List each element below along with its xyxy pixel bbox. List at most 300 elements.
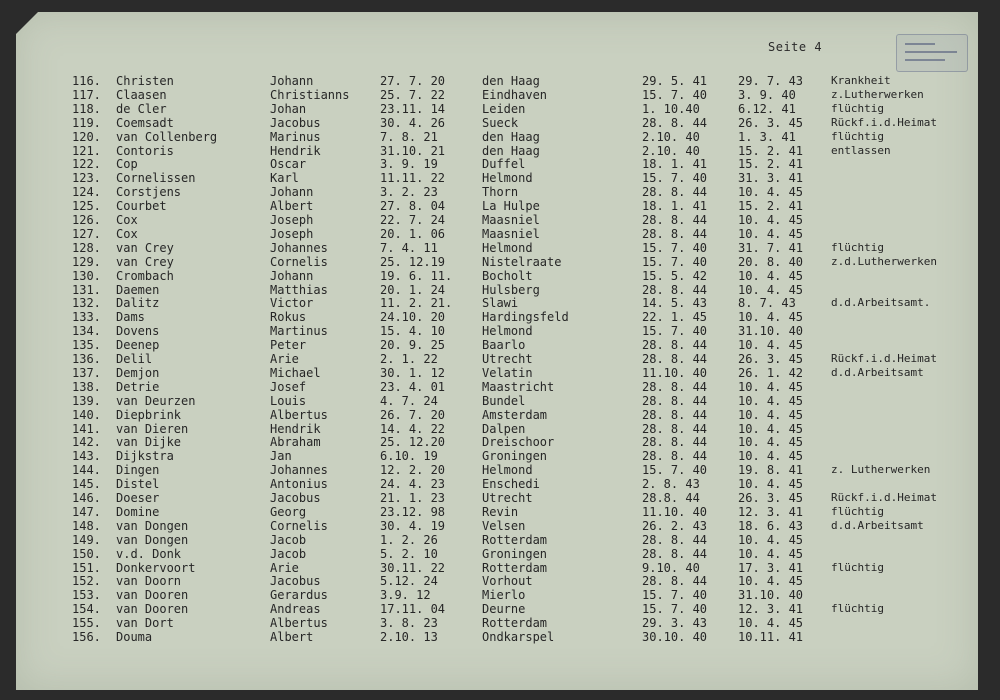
birth-place: den Haag xyxy=(482,143,540,158)
surname: Dijkstra xyxy=(116,449,174,464)
surname: Coemsadt xyxy=(116,115,174,130)
birth-date: 20. 1. 24 xyxy=(380,282,446,297)
surname: Demjon xyxy=(116,365,160,380)
surname: Distel xyxy=(116,477,160,492)
register-row xyxy=(16,574,976,588)
first-name: Gerardus xyxy=(270,588,328,603)
birth-place: Velsen xyxy=(482,518,526,533)
first-name: Matthias xyxy=(270,282,328,297)
first-name: Christianns xyxy=(270,87,350,102)
surname: Claasen xyxy=(116,87,167,102)
entry-date: 18. 1. 41 xyxy=(642,157,708,172)
surname: Douma xyxy=(116,630,153,644)
first-name: Johannes xyxy=(270,463,328,478)
entry-date: 2. 8. 43 xyxy=(642,477,700,492)
surname: Daemen xyxy=(116,282,160,297)
entry-date: 15. 7. 40 xyxy=(642,171,708,186)
entry-date: 28. 8. 44 xyxy=(642,449,708,464)
register-row xyxy=(16,463,976,477)
first-name: Michael xyxy=(270,365,321,380)
entry-date: 29. 5. 41 xyxy=(642,74,708,88)
exit-date: 31.10. 40 xyxy=(738,324,804,339)
surname: van Dort xyxy=(116,616,174,631)
birth-date: 11. 2. 21. xyxy=(380,296,453,311)
entry-number: 141. xyxy=(72,421,101,436)
first-name: Albertus xyxy=(270,407,328,422)
remark: flüchtig xyxy=(831,602,884,616)
entry-number: 133. xyxy=(72,310,101,325)
first-name: Johann xyxy=(270,268,314,283)
birth-date: 2.10. 13 xyxy=(380,630,438,644)
birth-date: 3. 8. 23 xyxy=(380,616,438,631)
first-name: Jan xyxy=(270,449,292,464)
entry-date: 2.10. 40 xyxy=(642,129,700,144)
birth-place: Amsterdam xyxy=(482,407,548,422)
surname: Domine xyxy=(116,504,160,519)
register-row xyxy=(16,561,976,575)
birth-place: Helmond xyxy=(482,171,533,186)
entry-date: 28.8. 44 xyxy=(642,491,700,505)
birth-place: Thorn xyxy=(482,185,519,200)
remark: flüchtig xyxy=(831,560,884,574)
entry-date: 2.10. 40 xyxy=(642,143,700,158)
birth-date: 30. 4. 26 xyxy=(380,115,446,130)
register-row xyxy=(16,422,976,436)
birth-place: den Haag xyxy=(482,129,540,144)
entry-date: 18. 1. 41 xyxy=(642,199,708,214)
birth-date: 5.12. 24 xyxy=(380,574,438,589)
exit-date: 10. 4. 45 xyxy=(738,449,804,464)
exit-date: 10. 4. 45 xyxy=(738,226,804,241)
register-row xyxy=(16,505,976,519)
entry-number: 150. xyxy=(72,546,101,561)
birth-place: Bundel xyxy=(482,393,526,408)
exit-date: 29. 7. 43 xyxy=(738,74,804,88)
surname: van Dieren xyxy=(116,421,189,436)
birth-place: Baarlo xyxy=(482,338,526,353)
entry-number: 149. xyxy=(72,532,101,547)
birth-date: 7. 8. 21 xyxy=(380,129,438,144)
entry-date: 15. 7. 40 xyxy=(642,240,708,255)
first-name: Johannes xyxy=(270,240,328,255)
surname: van Dongen xyxy=(116,532,189,547)
remark: d.d.Arbeitsamt xyxy=(831,518,924,532)
first-name: Jacobus xyxy=(270,115,321,130)
register-row xyxy=(16,616,976,630)
entry-date: 28. 8. 44 xyxy=(642,213,708,227)
exit-date: 3. 9. 40 xyxy=(738,87,796,102)
birth-place: Groningen xyxy=(482,449,548,464)
entry-number: 119. xyxy=(72,115,101,130)
birth-place: Duffel xyxy=(482,157,526,172)
first-name: Jacobus xyxy=(270,574,321,589)
birth-place: Hulsberg xyxy=(482,282,540,297)
first-name: Marinus xyxy=(270,129,321,144)
entry-number: 125. xyxy=(72,199,101,214)
first-name: Karl xyxy=(270,171,299,186)
register-row xyxy=(16,213,976,227)
birth-place: Maasniel xyxy=(482,213,540,227)
surname: Diepbrink xyxy=(116,407,182,422)
entry-date: 28. 8. 44 xyxy=(642,115,708,130)
entry-date: 26. 2. 43 xyxy=(642,518,708,533)
entry-number: 120. xyxy=(72,129,101,144)
exit-date: 31.10. 40 xyxy=(738,588,804,603)
birth-place: Utrecht xyxy=(482,491,533,505)
entry-date: 15. 7. 40 xyxy=(642,602,708,617)
entry-date: 11.10. 40 xyxy=(642,504,708,519)
remark: z.Lutherwerken xyxy=(831,87,924,101)
birth-place: den Haag xyxy=(482,74,540,88)
birth-place: Helmond xyxy=(482,324,533,339)
birth-place: Groningen xyxy=(482,546,548,561)
register-row xyxy=(16,88,976,102)
first-name: Peter xyxy=(270,338,307,353)
birth-date: 3. 9. 19 xyxy=(380,157,438,172)
entry-number: 151. xyxy=(72,560,101,575)
entry-number: 138. xyxy=(72,379,101,394)
register-row xyxy=(16,102,976,116)
birth-date: 31.10. 21 xyxy=(380,143,446,158)
entry-date: 28. 8. 44 xyxy=(642,379,708,394)
register-row xyxy=(16,477,976,491)
surname: van Dooren xyxy=(116,588,189,603)
entry-date: 22. 1. 45 xyxy=(642,310,708,325)
register-row xyxy=(16,199,976,213)
entry-number: 123. xyxy=(72,171,101,186)
birth-place: Bocholt xyxy=(482,268,533,283)
exit-date: 31. 7. 41 xyxy=(738,240,804,255)
exit-date: 26. 1. 42 xyxy=(738,365,804,380)
birth-date: 15. 4. 10 xyxy=(380,324,446,339)
birth-date: 23.12. 98 xyxy=(380,504,446,519)
entry-number: 156. xyxy=(72,630,101,644)
entry-date: 28. 8. 44 xyxy=(642,421,708,436)
birth-date: 27. 8. 04 xyxy=(380,199,446,214)
exit-date: 8. 7. 43 xyxy=(738,296,796,311)
birth-place: Leiden xyxy=(482,101,526,116)
surname: Dingen xyxy=(116,463,160,478)
exit-date: 19. 8. 41 xyxy=(738,463,804,478)
surname: Dalitz xyxy=(116,296,160,311)
first-name: Arie xyxy=(270,560,299,575)
birth-date: 17.11. 04 xyxy=(380,602,446,617)
entry-date: 14. 5. 43 xyxy=(642,296,708,311)
first-name: Johan xyxy=(270,101,307,116)
entry-number: 121. xyxy=(72,143,101,158)
remark: Rückf.i.d.Heimat xyxy=(831,352,937,365)
surname: van Collenberg xyxy=(116,129,218,144)
first-name: Cornelis xyxy=(270,254,328,269)
first-name: Martinus xyxy=(270,324,328,339)
birth-date: 4. 7. 24 xyxy=(380,393,438,408)
first-name: Hendrik xyxy=(270,421,321,436)
remark: z. Lutherwerken xyxy=(831,463,931,477)
surname: van Dijke xyxy=(116,435,182,450)
remark: entlassen xyxy=(831,143,891,157)
entry-number: 148. xyxy=(72,518,101,533)
surname: Cop xyxy=(116,157,138,172)
entry-date: 29. 3. 43 xyxy=(642,616,708,631)
entry-date: 15. 5. 42 xyxy=(642,268,708,283)
entry-number: 140. xyxy=(72,407,101,422)
exit-date: 10. 4. 45 xyxy=(738,282,804,297)
exit-date: 10. 4. 45 xyxy=(738,435,804,450)
exit-date: 10. 4. 45 xyxy=(738,574,804,589)
birth-date: 20. 9. 25 xyxy=(380,338,446,353)
entry-number: 145. xyxy=(72,477,101,492)
register-row xyxy=(16,185,976,199)
exit-date: 15. 2. 41 xyxy=(738,157,804,172)
exit-date: 10.11. 41 xyxy=(738,630,804,644)
first-name: Albertus xyxy=(270,616,328,631)
first-name: Rokus xyxy=(270,310,307,325)
document-sheet xyxy=(16,12,978,690)
surname: Detrie xyxy=(116,379,160,394)
exit-date: 15. 2. 41 xyxy=(738,199,804,214)
entry-date: 28. 8. 44 xyxy=(642,226,708,241)
entry-number: 137. xyxy=(72,365,101,380)
exit-date: 10. 4. 45 xyxy=(738,407,804,422)
entry-number: 135. xyxy=(72,338,101,353)
birth-place: Maasniel xyxy=(482,226,540,241)
birth-date: 1. 2. 26 xyxy=(380,532,438,547)
birth-place: Dreischoor xyxy=(482,435,555,450)
birth-date: 24.10. 20 xyxy=(380,310,446,325)
birth-place: Revin xyxy=(482,504,519,519)
entry-date: 28. 8. 44 xyxy=(642,393,708,408)
entry-number: 132. xyxy=(72,296,101,311)
exit-date: 10. 4. 45 xyxy=(738,546,804,561)
exit-date: 26. 3. 45 xyxy=(738,352,804,366)
entry-date: 28. 8. 44 xyxy=(642,435,708,450)
entry-date: 28. 8. 44 xyxy=(642,282,708,297)
remark: Rückf.i.d.Heimat xyxy=(831,491,937,504)
birth-date: 25. 12.19 xyxy=(380,254,446,269)
birth-date: 25. 7. 22 xyxy=(380,87,446,102)
surname: de Cler xyxy=(116,101,167,116)
birth-place: Utrecht xyxy=(482,352,533,366)
remark: flüchtig xyxy=(831,240,884,254)
torn-corner xyxy=(16,12,38,34)
entry-date: 28. 8. 44 xyxy=(642,532,708,547)
entry-number: 134. xyxy=(72,324,101,339)
entry-date: 15. 7. 40 xyxy=(642,463,708,478)
exit-date: 1. 3. 41 xyxy=(738,129,796,144)
entry-number: 155. xyxy=(72,616,101,631)
register-row xyxy=(16,296,976,310)
entry-number: 122. xyxy=(72,157,101,172)
entry-number: 117. xyxy=(72,87,101,102)
exit-date: 12. 3. 41 xyxy=(738,602,804,617)
first-name: Jacob xyxy=(270,532,307,547)
surname: van Doorn xyxy=(116,574,182,589)
entry-number: 116. xyxy=(72,74,101,88)
entry-date: 9.10. 40 xyxy=(642,560,700,575)
entry-number: 147. xyxy=(72,504,101,519)
entry-number: 130. xyxy=(72,268,101,283)
register-row xyxy=(16,588,976,602)
exit-date: 10. 4. 45 xyxy=(738,213,804,227)
remark: d.d.Arbeitsamt xyxy=(831,365,924,379)
first-name: Jacobus xyxy=(270,491,321,505)
first-name: Cornelis xyxy=(270,518,328,533)
register-row xyxy=(16,519,976,533)
exit-date: 26. 3. 45 xyxy=(738,491,804,505)
register-row xyxy=(16,547,976,561)
register-row xyxy=(16,269,976,283)
surname: Delil xyxy=(116,352,153,366)
entry-number: 129. xyxy=(72,254,101,269)
birth-place: Eindhaven xyxy=(482,87,548,102)
entry-date: 28. 8. 44 xyxy=(642,338,708,353)
birth-place: Rotterdam xyxy=(482,616,548,631)
entry-date: 1. 10.40 xyxy=(642,101,700,116)
surname: Cox xyxy=(116,213,138,227)
first-name: Johann xyxy=(270,185,314,200)
exit-date: 10. 4. 45 xyxy=(738,338,804,353)
birth-place: Helmond xyxy=(482,463,533,478)
entry-number: 118. xyxy=(72,101,101,116)
surname: Corstjens xyxy=(116,185,182,200)
birth-date: 23. 4. 01 xyxy=(380,379,446,394)
entry-number: 127. xyxy=(72,226,101,241)
remark: Krankheit xyxy=(831,74,891,87)
exit-date: 6.12. 41 xyxy=(738,101,796,116)
first-name: Abraham xyxy=(270,435,321,450)
exit-date: 12. 3. 41 xyxy=(738,504,804,519)
birth-date: 7. 4. 11 xyxy=(380,240,438,255)
surname: Dovens xyxy=(116,324,160,339)
remark: Rückf.i.d.Heimat xyxy=(831,115,937,129)
surname: van Crey xyxy=(116,254,174,269)
first-name: Josef xyxy=(270,379,307,394)
surname: van Dongen xyxy=(116,518,189,533)
exit-date: 10. 4. 45 xyxy=(738,310,804,325)
entry-number: 152. xyxy=(72,574,101,589)
entry-date: 28. 8. 44 xyxy=(642,546,708,561)
birth-date: 14. 4. 22 xyxy=(380,421,446,436)
remark: flüchtig xyxy=(831,129,884,143)
surname: Contoris xyxy=(116,143,174,158)
birth-place: Enschedi xyxy=(482,477,540,492)
entry-date: 30.10. 40 xyxy=(642,630,708,644)
first-name: Oscar xyxy=(270,157,307,172)
register-row xyxy=(16,283,976,297)
birth-place: Sueck xyxy=(482,115,519,130)
birth-place: Velatin xyxy=(482,365,533,380)
exit-date: 10. 4. 45 xyxy=(738,532,804,547)
remark: z.d.Lutherwerken xyxy=(831,254,937,268)
first-name: Johann xyxy=(270,74,314,88)
register-row xyxy=(16,352,976,366)
first-name: Albert xyxy=(270,630,314,644)
birth-date: 25. 12.20 xyxy=(380,435,446,450)
register-row xyxy=(16,394,976,408)
birth-date: 2. 1. 22 xyxy=(380,352,438,366)
register-row xyxy=(16,324,976,338)
surname: Christen xyxy=(116,74,174,88)
page-label: Seite 4 xyxy=(768,40,823,54)
remark: d.d.Arbeitsamt. xyxy=(831,296,931,310)
surname: Crombach xyxy=(116,268,174,283)
entry-date: 28. 8. 44 xyxy=(642,407,708,422)
birth-place: Helmond xyxy=(482,240,533,255)
birth-date: 19. 6. 11. xyxy=(380,268,453,283)
entry-number: 124. xyxy=(72,185,101,200)
exit-date: 10. 4. 45 xyxy=(738,379,804,394)
birth-date: 22. 7. 24 xyxy=(380,213,446,227)
surname: Cornelissen xyxy=(116,171,196,186)
birth-place: Rotterdam xyxy=(482,560,548,575)
register-row xyxy=(16,130,976,144)
exit-date: 20. 8. 40 xyxy=(738,254,804,269)
remark: flüchtig xyxy=(831,504,884,518)
birth-date: 27. 7. 20 xyxy=(380,74,446,88)
birth-place: Nistelraate xyxy=(482,254,562,269)
entry-date: 11.10. 40 xyxy=(642,365,708,380)
register-row xyxy=(16,310,976,324)
first-name: Arie xyxy=(270,352,299,366)
register-row xyxy=(16,74,976,88)
birth-place: Vorhout xyxy=(482,574,533,589)
first-name: Victor xyxy=(270,296,314,311)
register-row xyxy=(16,144,976,158)
entry-number: 154. xyxy=(72,602,101,617)
remark: flüchtig xyxy=(831,101,884,115)
exit-date: 10. 4. 45 xyxy=(738,421,804,436)
archive-stamp xyxy=(896,34,968,72)
surname: van Deurzen xyxy=(116,393,196,408)
entry-date: 28. 8. 44 xyxy=(642,352,708,366)
birth-place: Slawi xyxy=(482,296,519,311)
surname: van Dooren xyxy=(116,602,189,617)
entry-number: 139. xyxy=(72,393,101,408)
birth-date: 12. 2. 20 xyxy=(380,463,446,478)
birth-place: Mierlo xyxy=(482,588,526,603)
surname: Courbet xyxy=(116,199,167,214)
birth-place: Maastricht xyxy=(482,379,555,394)
first-name: Joseph xyxy=(270,226,314,241)
register-row xyxy=(16,116,976,130)
register-row xyxy=(16,435,976,449)
entry-number: 142. xyxy=(72,435,101,450)
exit-date: 26. 3. 45 xyxy=(738,115,804,130)
exit-date: 15. 2. 41 xyxy=(738,143,804,158)
exit-date: 10. 4. 45 xyxy=(738,393,804,408)
first-name: Andreas xyxy=(270,602,321,617)
entry-number: 126. xyxy=(72,213,101,227)
first-name: Hendrik xyxy=(270,143,321,158)
birth-date: 30. 4. 19 xyxy=(380,518,446,533)
exit-date: 10. 4. 45 xyxy=(738,477,804,492)
register-row xyxy=(16,491,976,505)
register-row xyxy=(16,255,976,269)
surname: Cox xyxy=(116,226,138,241)
birth-place: Deurne xyxy=(482,602,526,617)
birth-date: 30. 1. 12 xyxy=(380,365,446,380)
register-row xyxy=(16,366,976,380)
birth-date: 26. 7. 20 xyxy=(380,407,446,422)
birth-date: 24. 4. 23 xyxy=(380,477,446,492)
entry-number: 128. xyxy=(72,240,101,255)
entry-date: 28. 8. 44 xyxy=(642,574,708,589)
exit-date: 31. 3. 41 xyxy=(738,171,804,186)
entry-number: 146. xyxy=(72,491,101,505)
surname: Dams xyxy=(116,310,145,325)
register-row xyxy=(16,241,976,255)
exit-date: 10. 4. 45 xyxy=(738,616,804,631)
